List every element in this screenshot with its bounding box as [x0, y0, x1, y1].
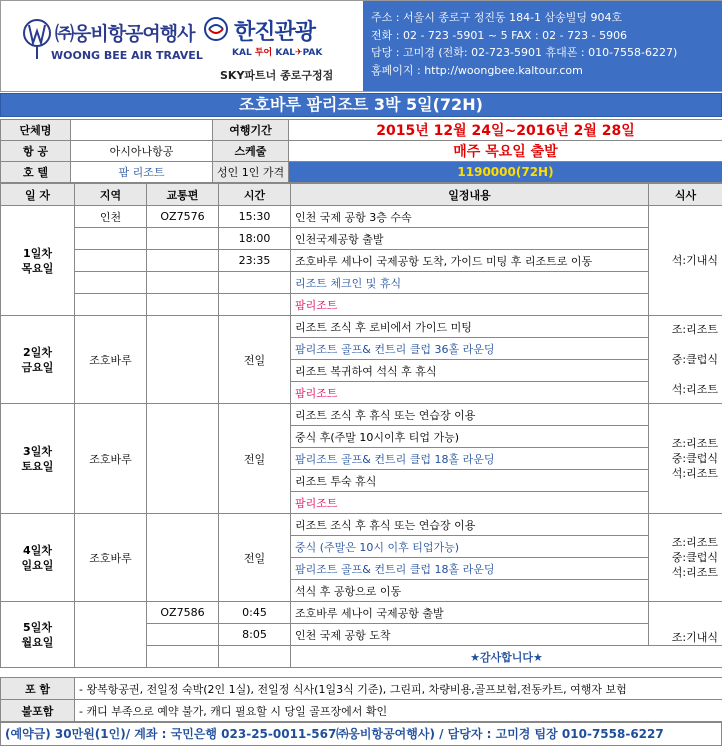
header-transport: 교통편 — [147, 184, 219, 206]
exclude-value: - 캐디 부족으로 예약 불가, 캐디 필요할 시 당일 골프장에서 확인 — [75, 700, 722, 722]
day3-time: 전일 — [219, 404, 291, 514]
day1-content-1: 인천 국제 공항 3층 수속 — [291, 206, 649, 228]
day2-time: 전일 — [219, 316, 291, 404]
day1-content-3: 조호바루 세나이 국제공항 도착, 가이드 미팅 후 리조트로 이동 — [291, 250, 649, 272]
day4-time: 전일 — [219, 514, 291, 602]
contact-homepage[interactable]: 홈페이지 : http://woongbee.kaltour.com — [371, 63, 583, 77]
table-row — [1, 228, 722, 250]
day3-hotel: 팜리조트 — [291, 492, 649, 514]
header-time: 시간 — [219, 184, 291, 206]
deposit-info: (예약금) 30만원(1인)/ 계좌 : 국민은행 023-25-0011-567㈜웅비항공여행사) / 담당자 : 고미경 팀장 010-7558-6227 — [0, 722, 722, 746]
hanjin-emblem-icon — [204, 17, 228, 41]
contact-manager: 담당 : 고미경 (전화: 02-723-5901 휴대폰 : 010-7558-6227) — [371, 46, 678, 59]
table-row — [1, 250, 722, 272]
day4-content-4: 석식 후 공항으로 이동 — [291, 580, 649, 602]
schedule-value: 매주 목요일 출발 — [289, 141, 722, 162]
day4-content-1: 리조트 조식 후 휴식 또는 연습장 이용 — [291, 514, 649, 536]
woongbee-emblem-icon — [23, 17, 51, 61]
exclude-label: 불포함 — [1, 700, 75, 722]
include-value: - 왕복항공권, 전일정 숙박(2인 1실), 전일정 식사(1일3식 기준), 그린피, 차량비용,골프보험,전동카트, 여행자 보험 — [75, 678, 722, 700]
table-row — [1, 272, 722, 294]
woongbee-name-ko: ㈜웅비항공여행사 — [55, 23, 195, 45]
day2-region: 조호바루 — [75, 316, 147, 404]
price-label: 성인 1인 가격 — [213, 162, 289, 183]
day3-content-4: 리조트 투숙 휴식 — [291, 470, 649, 492]
table-row — [1, 404, 722, 426]
price-value: 1190000(72H) — [289, 162, 722, 183]
day2-content-3: 리조트 복귀하여 석식 후 휴식 — [291, 360, 649, 382]
day4-content-2: 중식 (주말은 10시 이후 티업가능) — [291, 536, 649, 558]
tour-info-table — [0, 119, 722, 183]
day1-cell: 1일차 목요일 — [1, 206, 75, 316]
header-date: 일 자 — [1, 184, 75, 206]
day1-time-3: 23:35 — [219, 250, 291, 272]
period-label: 여행기간 — [213, 120, 289, 141]
header-meal: 식사 — [649, 184, 722, 206]
day1-time-2: 18:00 — [219, 228, 291, 250]
schedule-header-row — [1, 184, 722, 206]
day1-flight: OZ7576 — [147, 206, 219, 228]
schedule-label: 스케줄 — [213, 141, 289, 162]
hotel-label: 호 텔 — [1, 162, 71, 183]
group-label: 단체명 — [1, 120, 71, 141]
day3-content-1: 리조트 조식 후 휴식 또는 연습장 이용 — [291, 404, 649, 426]
day2-content-2: 팜리조트 골프& 컨트리 클럽 36홀 라운딩 — [291, 338, 649, 360]
day2-content-1: 리조트 조식 후 로비에서 가이드 미팅 — [291, 316, 649, 338]
day2-cell: 2일차 금요일 — [1, 316, 75, 404]
day5-time-1: 0:45 — [219, 602, 291, 624]
day3-content-3: 팜리조트 골프& 컨트리 클럽 18홀 라운딩 — [291, 448, 649, 470]
table-row — [1, 514, 722, 536]
thanks-message: ★감사합니다★ — [291, 646, 722, 668]
tour-title: 조호바루 팜리조트 3박 5일(72H) — [0, 93, 722, 117]
day5-content-2: 인천 국제 공항 도착 — [291, 624, 649, 646]
day4-region: 조호바루 — [75, 514, 147, 602]
airline-value: 아시아나항공 — [71, 141, 213, 162]
inclusions-table — [0, 677, 722, 722]
page-header — [0, 0, 722, 92]
header-region: 지역 — [75, 184, 147, 206]
hotel-value: 팜 리조트 — [71, 162, 213, 183]
contact-address: 주소 : 서울시 종로구 정진동 184-1 삼송빌딩 904호 — [371, 11, 623, 24]
group-value — [71, 120, 213, 141]
include-label: 포 함 — [1, 678, 75, 700]
schedule-table — [0, 183, 722, 668]
hanjin-logo — [204, 15, 359, 85]
day1-content-4: 리조트 체크인 및 휴식 — [291, 272, 649, 294]
day1-time-1: 15:30 — [219, 206, 291, 228]
day5-cell: 5일차 월요일 — [1, 602, 75, 668]
day5-content-1: 조호바루 세나이 국제공항 출발 — [291, 602, 649, 624]
day2-hotel: 팜리조트 — [291, 382, 649, 404]
hanjin-name-ko: 한진관광 — [234, 20, 316, 45]
table-row — [1, 316, 722, 338]
day2-meal: 조:리조트 중:클럽식 석:리조트 — [649, 316, 722, 404]
branch-name: SKY파트너 종로구정점 — [220, 69, 334, 82]
hanjin-subbrand: KAL 투어 KAL✈PAK — [232, 48, 323, 58]
day1-hotel: 팜리조트 — [291, 294, 649, 316]
table-row — [1, 294, 722, 316]
day3-region: 조호바루 — [75, 404, 147, 514]
day5-flight: OZ7586 — [147, 602, 219, 624]
woongbee-name-en: WOONG BEE AIR TRAVEL — [51, 49, 203, 62]
day5-meal: 조:기내식 — [649, 602, 722, 646]
airline-label: 항 공 — [1, 141, 71, 162]
day1-content-2: 인천국제공항 출발 — [291, 228, 649, 250]
day1-meal: 석:기내식 — [649, 206, 722, 316]
period-value: 2015년 12월 24일~2016년 2월 28일 — [289, 120, 722, 141]
contact-phone: 전화 : 02 - 723 -5901 ~ 5 FAX : 02 - 723 - 5906 — [371, 28, 628, 42]
table-row — [1, 602, 722, 624]
day3-meal: 조:리조트 중:클럽식 석:리조트 — [649, 404, 722, 514]
day4-meal: 조:리조트 중:클럽식 석:리조트 — [649, 514, 722, 602]
day3-cell: 3일차 토요일 — [1, 404, 75, 514]
contact-panel — [363, 1, 722, 91]
day5-time-2: 8:05 — [219, 624, 291, 646]
day3-content-2: 중식 후(주말 10시이후 티업 가능) — [291, 426, 649, 448]
day1-region: 인천 — [75, 206, 147, 228]
woongbee-logo — [23, 17, 203, 71]
header-content: 일정내용 — [291, 184, 649, 206]
day4-cell: 4일차 일요일 — [1, 514, 75, 602]
table-row — [1, 206, 722, 228]
day4-content-3: 팜리조트 골프& 컨트리 클럽 18홀 라운딩 — [291, 558, 649, 580]
